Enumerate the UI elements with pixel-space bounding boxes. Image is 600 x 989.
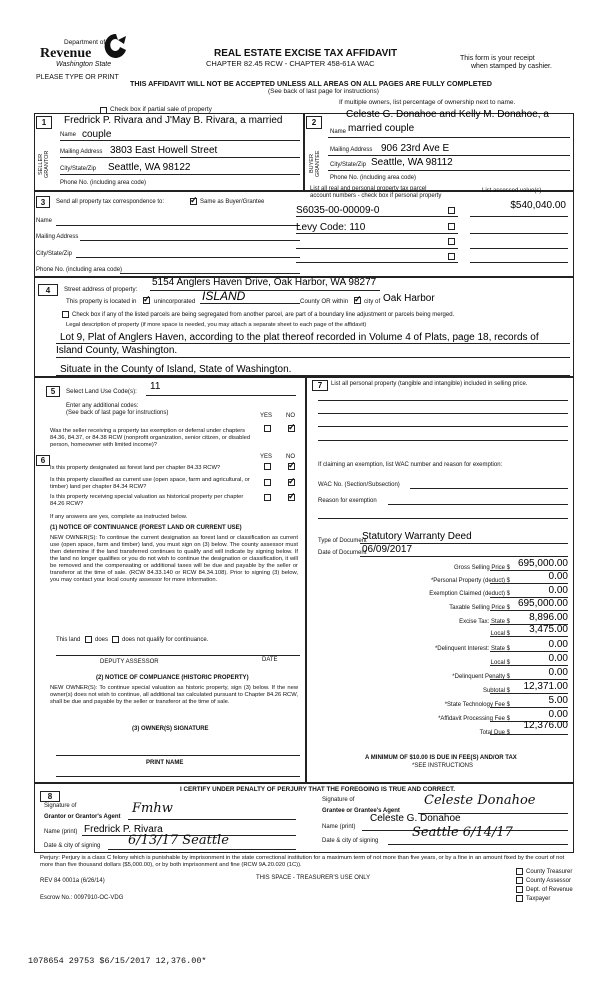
state-tax[interactable]: 8,896.00	[529, 612, 568, 623]
seller-name-label: Name	[60, 132, 77, 138]
section-num-5: 5	[46, 386, 60, 397]
buyer-phone-label: Phone No. (including area code)	[330, 175, 417, 181]
buyer-city[interactable]: Seattle, WA 98112	[371, 157, 453, 168]
rule	[490, 707, 568, 708]
please-type: PLEASE TYPE OR PRINT	[36, 74, 119, 81]
grantor-name-label: Name (print)	[44, 829, 78, 835]
owner-signature-label: (3) OWNER(S) SIGNATURE	[132, 726, 209, 732]
section-num-7: 7	[312, 380, 328, 391]
taxable-price-label: Taxable Selling Price $	[449, 605, 510, 611]
doc-date[interactable]: 06/09/2017	[362, 544, 413, 555]
buyer-mail[interactable]: 906 23rd Ave E	[381, 143, 450, 154]
rule	[490, 610, 568, 611]
gross-price-label: Gross Selling Price $	[453, 565, 510, 571]
rule	[490, 651, 568, 652]
seller-name-line2[interactable]: couple	[82, 129, 112, 140]
personal-deduct[interactable]: 0.00	[548, 571, 568, 582]
s5-yes-checkbox[interactable]	[264, 425, 271, 432]
s5-no-header: NO	[286, 413, 295, 419]
rule	[490, 679, 568, 680]
rule	[56, 776, 300, 777]
s6-q1-no-checkbox[interactable]	[288, 463, 295, 470]
doc-date-label: Date of Document	[318, 550, 367, 556]
continuance-text: NEW OWNER(S): To continue the current designation as forest land or classification as current use (open space, farm and timber) land, you must sign on (3) below. The county assessor must then determine if the land transferred continues to qualify and will indicate by signing below. If the land no longer qualifies or you do not wish to continue the designation or classification, it will be removed and the compensating or additional taxes will be due and payable by the seller or transferor at the time of sale. (RCW 84.33.140 or RCW 84.34.108). Prior to signing (3) below, you may contact your local county assessor for more information.	[50, 535, 298, 584]
rule	[296, 248, 458, 249]
delinquent-penalty-label: *Delinquent Penalty $	[452, 674, 510, 680]
section-num-2: 2	[306, 116, 322, 129]
grantor-date-city[interactable]: 6/13/17 Seattle	[128, 833, 229, 848]
assessed-header: List assessed value(s)	[482, 188, 542, 194]
land-use-label: Select Land Use Code(s):	[66, 388, 137, 395]
copy-dor-checkbox[interactable]	[516, 886, 523, 893]
total-due-label: Total Due $	[479, 730, 510, 736]
delinquent-interest-local-label: Local $	[490, 660, 510, 666]
assessor-date-label: DATE	[262, 657, 278, 663]
additional-codes-note: (See back of last page for instructions)	[66, 410, 169, 416]
s5-question: Was the seller receiving a property tax exemption or deferral under chapters 84.36, 84.37, or 84.38 RCW (nonprofit organization, senior citizen, or disabled person, homeowner with limited income)?	[50, 428, 251, 449]
taxable-price[interactable]: 695,000.00	[517, 598, 568, 609]
segregated-checkbox[interactable]	[62, 311, 69, 318]
personal-property-label: List all personal property (tangible and intangible) included in selling price.	[331, 381, 528, 387]
buyer-name-label: Name	[330, 129, 347, 135]
s6-q2-yes-checkbox[interactable]	[264, 479, 271, 486]
historic-title: (2) NOTICE OF COMPLIANCE (HISTORIC PROPERTY)	[96, 675, 249, 681]
seller-city-label: City/State/Zip	[60, 166, 97, 172]
county-label: County OR within	[300, 298, 349, 305]
multiple-owners-note: If multiple owners, list percentage of ownership next to name.	[339, 99, 516, 106]
property-street[interactable]: 5154 Anglers Haven Drive, Oak Harbor, WA 98277	[152, 277, 377, 288]
tech-fee-label: *State Technology Fee $	[444, 702, 510, 708]
legal-desc-line1[interactable]: Lot 9, Plat of Anglers Haven, according to the plat thereof recorded in Volume 4 of Plats, page 18, records of	[60, 332, 539, 343]
receipt-note-2: when stamped by cashier.	[471, 63, 552, 70]
unincorporated-checkbox[interactable]	[143, 297, 150, 304]
processing-fee[interactable]: 0.00	[548, 709, 568, 720]
local-tax-label: Local $	[490, 631, 510, 637]
state-tax-label: Excise Tax: State $	[459, 619, 510, 625]
receipt-note-1: This form is your receipt	[460, 55, 535, 62]
corr-city-label: City/State/Zip	[36, 251, 73, 257]
s6-q3-no-checkbox[interactable]	[288, 494, 295, 501]
buyer-name-line1[interactable]: Celeste G. Donahoe and Kelly M. Donahoe, a	[346, 109, 549, 120]
county-handwritten[interactable]: ISLAND	[202, 289, 246, 303]
personal-deduct-label: *Personal Property (deduct) $	[430, 578, 510, 584]
grantor-name[interactable]: Fredrick P. Rivara	[84, 824, 163, 835]
section-num-8: 8	[40, 791, 60, 802]
parcel-4-personal-checkbox[interactable]	[448, 253, 455, 260]
form-title: REAL ESTATE EXCISE TAX AFFIDAVIT	[214, 48, 398, 59]
local-tax[interactable]: 3,475.00	[529, 624, 568, 635]
buyer-name-line2[interactable]: married couple	[348, 123, 415, 134]
copy-dor-label: Dept. of Revenue	[526, 887, 573, 893]
exemption-deduct-label: Exemption Claimed (deduct) $	[429, 591, 510, 597]
grantee-name[interactable]: Celeste G. Donahoe	[370, 813, 461, 824]
dor-seal-icon	[104, 32, 128, 60]
rule	[470, 216, 568, 217]
grantor-date-label: Date & city of signing	[44, 843, 101, 849]
delinquent-interest-local[interactable]: 0.00	[548, 653, 568, 664]
property-city[interactable]: Oak Harbor	[383, 293, 435, 304]
doc-type-label: Type of Document	[318, 538, 367, 544]
grantor-signature[interactable]: Fmhw	[132, 801, 173, 816]
rule	[296, 233, 458, 234]
rule	[60, 140, 300, 141]
rule	[128, 819, 296, 820]
correspondence-label: Send all property tax correspondence to:	[56, 199, 165, 205]
parcel-3-personal-checkbox[interactable]	[448, 238, 455, 245]
section-num-1: 1	[36, 116, 52, 129]
historic-text: NEW OWNER(S): To continue special valuation as historic property, sign (3) below. If the new owner(s) does not wish to continue, all additional tax calculated pursuant to Chapter 84.26 RCW, shall be due and payable by the seller or transferor at the time of sale.	[50, 685, 298, 706]
s5-no-checkbox[interactable]	[288, 425, 295, 432]
delinquent-interest-state[interactable]: 0.00	[548, 639, 568, 650]
seller-name-line1[interactable]: Fredrick P. Rivara and J'May B. Rivara, a married	[64, 115, 283, 126]
land-does-not-label: does not qualify for continuance.	[122, 637, 209, 643]
s6-q1: Is this property designated as forest land per chapter 84.33 RCW?	[50, 465, 221, 471]
escrow-number: Escrow No.: 0097910-OC-VDG	[40, 895, 124, 901]
grantee-signature-label: Signature of	[322, 797, 355, 803]
rule	[296, 262, 458, 263]
rule	[490, 636, 568, 637]
total-due[interactable]: 12,376.00	[523, 720, 568, 731]
s6-q3: Is this property receiving special valuation as historical property per chapter 84.26 RCW?	[50, 494, 244, 508]
land-does-label: does	[95, 637, 109, 643]
seller-side-label: SELLER GRANTOR	[38, 150, 51, 178]
s6-ifany: If any answers are yes, complete as instructed below.	[50, 514, 188, 520]
copy-treasurer-label: County Treasurer	[526, 869, 573, 875]
exemption-label: If claiming an exemption, list WAC number and reason for exemption:	[318, 462, 503, 468]
seller-city[interactable]: Seattle, WA 98122	[108, 162, 191, 173]
land-use-code[interactable]: 11	[150, 381, 161, 392]
land-does-checkbox[interactable]	[85, 636, 92, 643]
delinquent-penalty[interactable]: 0.00	[548, 667, 568, 678]
corr-mail-label: Mailing Address	[36, 234, 79, 240]
s5-yes-header: YES	[260, 413, 273, 419]
parcel-levy-code[interactable]: Levy Code: 110	[296, 222, 366, 233]
same-as-buyer-checkbox[interactable]	[190, 198, 197, 205]
corr-name-label: Name	[36, 218, 53, 224]
rule	[328, 170, 570, 171]
cashier-stamp: 1078654 29753 $6/15/2017 12,376.00*	[28, 956, 207, 966]
legal-desc-line2[interactable]: Island County, Washington.	[56, 345, 178, 356]
subtotal-label: Subtotal $	[482, 688, 510, 694]
rule	[490, 665, 568, 666]
exemption-deduct[interactable]: 0.00	[548, 585, 568, 596]
see-back: (See back of last page for instructions)	[268, 88, 379, 95]
rule	[388, 844, 568, 845]
s6-q3-yes-checkbox[interactable]	[264, 494, 271, 501]
copy-taxpayer-label: Taxpayer	[526, 896, 551, 902]
parcel-header-1: List all real and personal property tax parcel	[310, 186, 427, 192]
rule	[328, 155, 570, 156]
rule	[56, 357, 570, 358]
s6-q2: Is this property classified as current use (open space, farm and agricultural, or timber) land per chapter 84.34 RCW?	[50, 477, 250, 491]
reason-label: Reason for exemption	[318, 498, 377, 504]
rule	[296, 216, 458, 217]
within-city-checkbox[interactable]	[354, 297, 361, 304]
buyer-side-label: BUYER GRANTEE	[309, 150, 322, 178]
section-num-4: 4	[38, 284, 58, 296]
assessed-value-1[interactable]: $540,040.00	[510, 200, 566, 211]
rule	[56, 655, 300, 656]
segregated-label: Check box if any of the listed parcels are being segregated from another parcel, are part of a boundary line adjustment or parcels being merged.	[72, 312, 455, 318]
rule	[318, 400, 568, 401]
parcel-header-2: account numbers - check box if personal property	[310, 193, 442, 199]
rule	[108, 849, 296, 850]
rule	[328, 137, 570, 138]
unincorporated-label: unincorporated	[154, 298, 196, 305]
s6-q1-yes-checkbox[interactable]	[264, 463, 271, 470]
legal-desc-line3[interactable]: Situate in the County of Island, State of Washington.	[60, 364, 292, 375]
this-land-label: This land	[56, 637, 81, 643]
copy-taxpayer-checkbox[interactable]	[516, 895, 523, 902]
rule	[60, 174, 300, 175]
rule	[200, 303, 300, 304]
rule	[490, 693, 568, 694]
rule	[80, 240, 300, 241]
tech-fee[interactable]: 5.00	[548, 695, 568, 706]
wac-label: WAC No. (Section/Subsection)	[318, 482, 400, 488]
deputy-assessor-label: DEPUTY ASSESSOR	[100, 659, 159, 665]
rule	[360, 556, 568, 557]
parcel-1-personal-checkbox[interactable]	[448, 207, 455, 214]
copy-assessor-checkbox[interactable]	[516, 877, 523, 884]
rule	[490, 734, 568, 735]
seller-mail[interactable]: 3803 East Howell Street	[110, 145, 218, 156]
grantee-date-city[interactable]: Seattle 6/14/17	[412, 825, 513, 840]
land-does-not-checkbox[interactable]	[112, 636, 119, 643]
rule	[318, 440, 568, 441]
perjury-notice: Perjury: Perjury is a class C felony which is punishable by imprisonment in the state correctional institution for a maximum term of not more than five years, or by a fine in an amount fixed by the court of not more than five thousand dollars ($5,000.00), or by both imprisonment and fine (RCW 9A.20.020 (1C)).	[40, 855, 565, 869]
see-instructions-note: *SEE INSTRUCTIONS	[412, 763, 474, 769]
copy-treasurer-checkbox[interactable]	[516, 868, 523, 875]
grantee-name-label: Name (print)	[322, 824, 356, 830]
grantee-signature[interactable]: Celeste Donahoe	[424, 793, 536, 808]
section-num-3: 3	[36, 196, 50, 208]
located-label: This property is located in	[66, 298, 137, 305]
warning-text: THIS AFFIDAVIT WILL NOT BE ACCEPTED UNLESS ALL AREAS ON ALL PAGES ARE FULLY COMPLETED	[130, 79, 492, 88]
logo-text-3: Washington State	[56, 61, 112, 68]
rule	[60, 157, 300, 158]
minimum-fee-note: A MINIMUM OF $10.00 IS DUE IN FEE(S) AND/OR TAX	[365, 755, 517, 761]
rule	[56, 755, 300, 756]
gross-price[interactable]: 695,000.00	[517, 558, 568, 569]
subtotal[interactable]: 12,371.00	[523, 681, 568, 692]
grantee-date-label: Date & city of signing	[322, 838, 379, 844]
grantor-agent-label: Grantor or Grantor's Agent	[44, 814, 121, 820]
print-name-label: PRINT NAME	[146, 760, 184, 766]
certify-statement: I CERTIFY UNDER PENALTY OF PERJURY THAT THE FOREGOING IS TRUE AND CORRECT.	[180, 786, 455, 793]
legal-desc-label: Legal description of property (if more space is needed, you may attach a separate sheet to each page of the affidavit)	[66, 322, 367, 328]
treasurer-space: THIS SPACE - TREASURER'S USE ONLY	[256, 875, 371, 881]
copy-assessor-label: County Assessor	[526, 878, 572, 884]
seller-mail-label: Mailing Address	[60, 149, 103, 155]
grantor-signature-label: Signature of	[44, 803, 77, 809]
rule	[56, 225, 300, 226]
partial-sale-label: Check box if partial sale of property	[110, 106, 212, 113]
rule	[470, 262, 568, 263]
seller-phone-label: Phone No. (including area code)	[60, 180, 147, 186]
continuance-title: (1) NOTICE OF CONTINUANCE (FOREST LAND OR CURRENT USE)	[50, 525, 242, 531]
rule	[318, 518, 568, 519]
logo-text-2: Revenue	[40, 46, 92, 61]
s6-q2-no-checkbox[interactable]	[288, 479, 295, 486]
rev-number: REV 84 0001a (6/26/14)	[40, 878, 105, 884]
parcel-2-personal-checkbox[interactable]	[448, 223, 455, 230]
same-as-buyer-label: Same as Buyer/Grantee	[200, 199, 265, 205]
rule	[318, 426, 568, 427]
buyer-mail-label: Mailing Address	[330, 147, 373, 153]
logo-text-1: Department of	[64, 39, 106, 46]
rule	[388, 504, 568, 505]
additional-codes-label: Enter any additional codes:	[66, 403, 139, 409]
rule	[470, 248, 568, 249]
s6-no-header: NO	[286, 454, 295, 460]
rule	[490, 583, 568, 584]
rule	[146, 395, 296, 396]
grantee-agent-label: Grantee or Grantee's Agent	[322, 808, 400, 814]
rule	[470, 233, 568, 234]
s6-yes-header: YES	[260, 454, 273, 460]
rule	[410, 488, 568, 489]
parcel-number-1[interactable]: S6035-00-00009-0	[296, 205, 380, 216]
corr-phone-label: Phone No. (including area code)	[36, 267, 123, 273]
form-chapter: CHAPTER 82.45 RCW - CHAPTER 458-61A WAC	[206, 59, 375, 68]
rule	[150, 290, 380, 291]
rule	[56, 343, 570, 344]
delinquent-interest-state-label: *Delinquent Interest: State $	[434, 646, 510, 652]
rule	[76, 257, 300, 258]
street-label: Street address of property:	[64, 286, 138, 293]
rule	[318, 413, 568, 414]
doc-type[interactable]: Statutory Warranty Deed	[362, 531, 472, 542]
buyer-city-label: City/State/Zip	[330, 162, 367, 168]
section-num-6: 6	[36, 455, 50, 466]
rule	[120, 273, 300, 274]
rule	[56, 375, 570, 376]
city-of-label: city of	[364, 298, 381, 305]
processing-fee-label: *Affidavit Processing Fee $	[438, 716, 510, 722]
